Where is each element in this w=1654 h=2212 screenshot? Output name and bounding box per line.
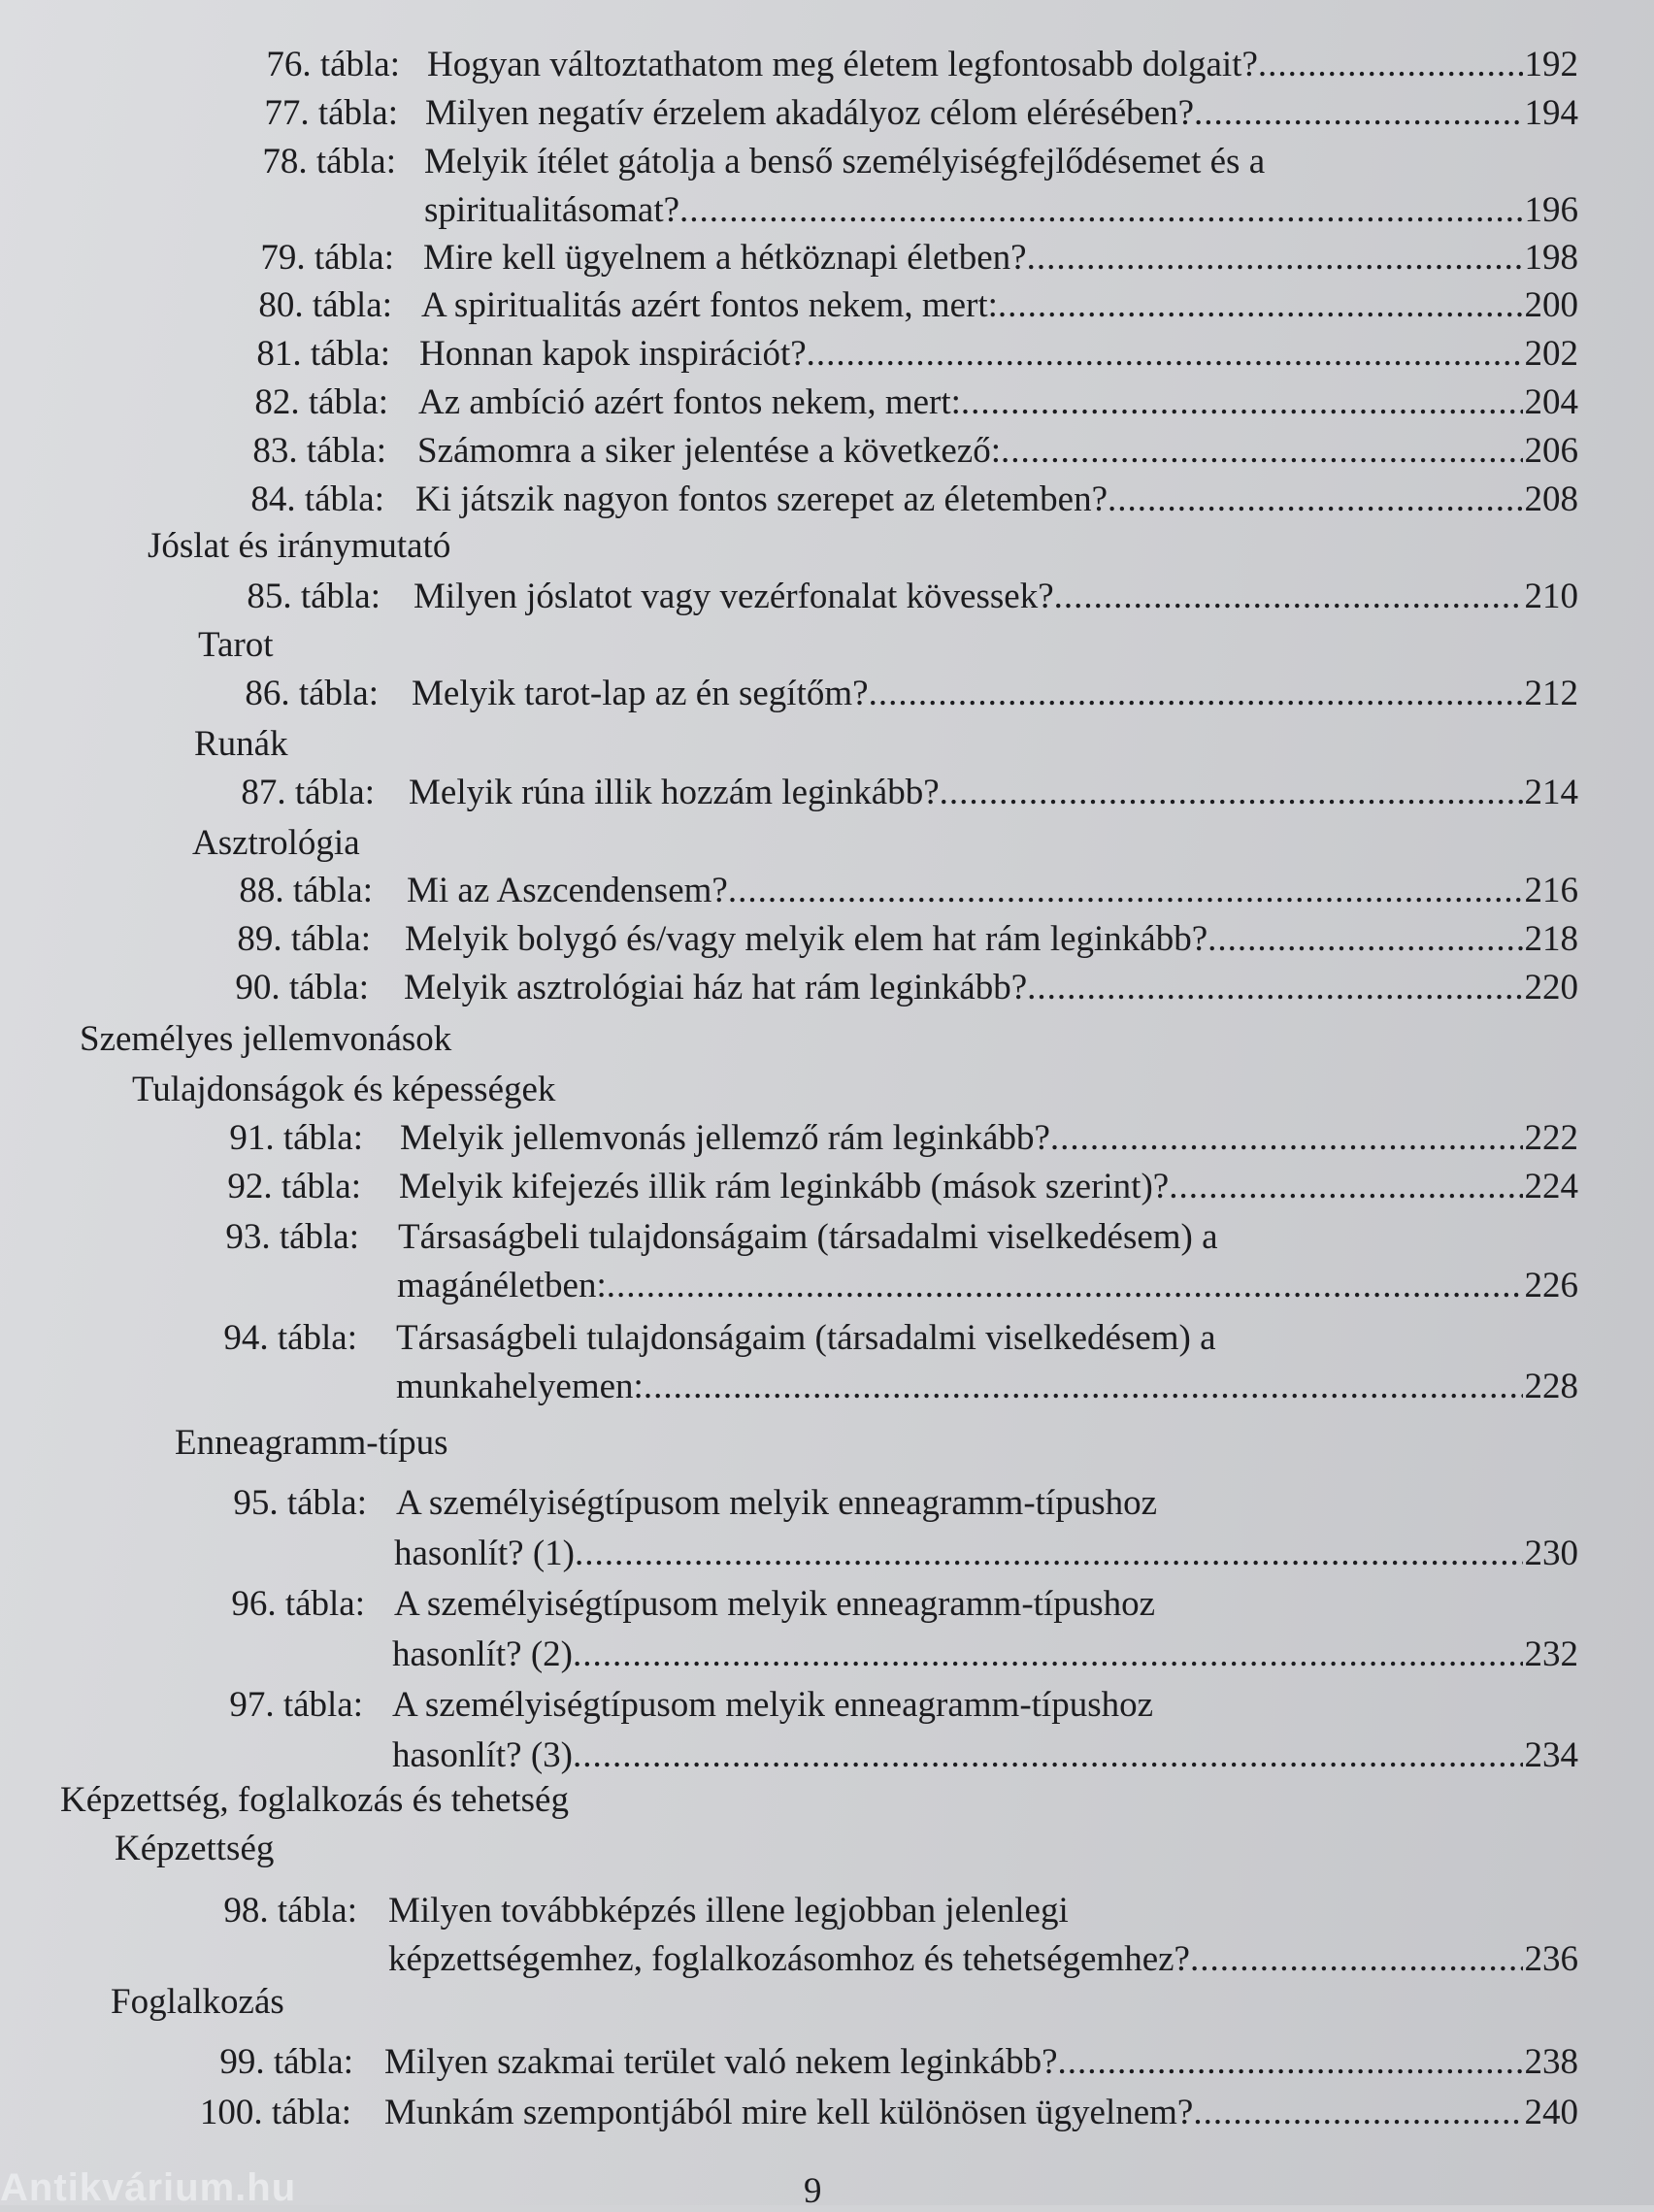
dot-leader [573,1631,1523,1679]
dot-leader [1050,1114,1523,1163]
entry-number: 83. tábla: [252,431,386,471]
entry-title: A személyiségtípusom melyik enneagramm-típushoz [396,1483,1158,1523]
entry-title: Melyik jellemvonás jellemző rám leginkább? [400,1118,1050,1158]
toc-entry [0,2038,1654,2087]
entry-leader-line [418,379,1578,427]
entry-leader-line [384,2038,1578,2087]
entry-number: 91. tábla: [229,1118,363,1158]
toc-entry [0,1681,1654,1730]
toc-entry [0,1314,1654,1363]
entry-title: Milyen továbbképzés illene legjobban jelenlegi [388,1891,1069,1931]
entry-title: A személyiségtípusom melyik enneagramm-típushoz [394,1584,1156,1624]
dot-leader [1193,2089,1522,2137]
entry-title-continued: hasonlít? (1) [394,1534,575,1573]
toc-entry-continuation [0,1631,1654,1679]
entry-title: Mire kell ügyelnem a hétköznapi életben? [423,238,1027,278]
page-number: 210 [1524,577,1578,616]
entry-title: Milyen szakmai terület való nekem leginkább? [384,2042,1058,2082]
toc-entry [0,234,1654,282]
entry-leader-line [427,41,1578,89]
toc-entry [0,379,1654,427]
page-number: 206 [1524,431,1578,471]
toc-entry [0,1887,1654,1935]
toc-entry [0,138,1654,186]
entry-number: 81. tábla: [256,334,390,374]
entry-leader-line [417,427,1578,476]
subsection-heading: Foglalkozás [111,1982,284,2022]
entry-leader-line [421,281,1578,330]
section-heading: Személyes jellemvonások [80,1019,452,1059]
entry-title: Társaságbeli tulajdonságaim (társadalmi viselkedésem) a [396,1318,1216,1358]
entry-leader-line [399,1163,1578,1211]
entry-leader-line [407,867,1578,915]
entry-title: A spiritualitás azért fontos nekem, mert: [421,285,998,325]
page-number: 204 [1524,382,1578,422]
toc-entry [0,964,1654,1012]
toc-entry-continuation [0,1732,1654,1780]
entry-title: Melyik tarot-lap az én segítőm? [412,674,869,713]
page-number: 208 [1524,479,1578,519]
entry-number: 92. tábla: [227,1167,361,1206]
page-number: 196 [1524,190,1578,230]
toc-entry [0,867,1654,915]
entry-leader-line [423,234,1578,282]
entry-leader-line [392,1732,1578,1780]
toc-entry [0,330,1654,379]
toc-entry [0,670,1654,718]
toc-entry [0,1114,1654,1163]
dot-leader [1194,89,1522,138]
entry-title: Társaságbeli tulajdonságaim (társadalmi viselkedésem) a [398,1217,1218,1257]
entry-number: 88. tábla: [239,871,373,910]
page-number: 226 [1524,1266,1578,1305]
entry-title: Melyik bolygó és/vagy melyik elem hat rám leginkább? [405,919,1208,959]
toc-entry [0,1213,1654,1262]
entry-title-continued: munkahelyemen: [396,1367,644,1406]
toc-entry [0,915,1654,964]
entry-leader-line [400,1114,1578,1163]
dot-leader [1001,427,1523,476]
entry-title: Számomra a siker jelentése a következő: [417,431,1001,471]
entry-leader-line [409,769,1578,817]
entry-number: 90. tábla: [235,968,369,1007]
toc-entry [0,769,1654,817]
toc-entry [0,41,1654,89]
page-number: 198 [1524,238,1578,278]
dot-leader [679,186,1522,235]
entry-leader-line [396,1363,1578,1411]
subsection-heading: Asztrológia [192,823,360,863]
page-number: 222 [1524,1118,1578,1158]
entry-number: 82. tábla: [254,382,388,422]
page-number: 232 [1524,1634,1578,1674]
entry-number: 96. tábla: [231,1584,365,1624]
entry-number: 98. tábla: [223,1891,357,1931]
dot-leader [961,379,1523,427]
dot-leader [1190,1935,1523,1984]
entry-number: 84. tábla: [250,479,384,519]
toc-entry-continuation [0,1530,1654,1578]
entry-number: 86. tábla: [245,674,379,713]
entry-number: 94. tábla: [223,1318,357,1358]
entry-number: 99. tábla: [219,2042,353,2082]
dot-leader [1258,41,1523,89]
dot-leader [1027,964,1522,1012]
section-heading: Jóslat és iránymutató [148,526,451,566]
page-number: 214 [1524,773,1578,812]
page-number: 228 [1524,1367,1578,1406]
entry-title-continued: spiritualitásomat? [424,190,680,230]
dot-leader [940,769,1523,817]
entry-title: Ki játszik nagyon fontos szerepet az életemben? [415,479,1108,519]
page-number: 216 [1524,871,1578,910]
toc-entry [0,427,1654,476]
toc-entry [0,1163,1654,1211]
toc-entry [0,89,1654,138]
toc-entry-continuation [0,1262,1654,1310]
dot-leader [998,281,1523,330]
page-number: 194 [1524,93,1578,133]
entry-leader-line [412,670,1578,718]
page-number: 224 [1524,1167,1578,1206]
subsection-heading: Tarot [198,625,274,665]
entry-title: Melyik kifejezés illik rám leginkább (mások szerint)? [399,1167,1170,1206]
entry-title: Hogyan változtathatom meg életem legfontosabb dolgait? [427,45,1258,84]
entry-leader-line [394,1530,1578,1578]
subsection-heading: Enneagramm-típus [175,1423,448,1463]
toc-entry-continuation [0,186,1654,235]
subsection-heading: Runák [194,724,288,764]
page-number: 202 [1524,334,1578,374]
page-number: 234 [1524,1735,1578,1775]
entry-leader-line [404,964,1578,1012]
page-number: 218 [1524,919,1578,959]
section-heading: Képzettség, foglalkozás és tehetség [60,1780,569,1820]
dot-leader [807,330,1523,379]
toc-entry-continuation [0,1363,1654,1411]
page-number: 200 [1524,285,1578,325]
page-number: 240 [1524,2093,1578,2132]
entry-title: Melyik ítélet gátolja a benső személyiségfejlődésemet és a [424,142,1266,182]
entry-leader-line [414,573,1578,621]
page-number: 192 [1524,45,1578,84]
entry-number: 85. tábla: [247,577,380,616]
entry-number: 78. tábla: [262,142,396,182]
entry-leader-line [415,476,1578,524]
dot-leader [1169,1163,1522,1211]
entry-leader-line [424,186,1578,235]
entry-number: 77. tábla: [264,93,398,133]
toc-entry [0,573,1654,621]
entry-number: 76. tábla: [266,45,400,84]
entry-title-continued: hasonlít? (2) [392,1634,573,1674]
dot-leader [1054,573,1523,621]
entry-title: Milyen negatív érzelem akadályoz célom elérésében? [425,93,1195,133]
entry-title: Mi az Aszcendensem? [407,871,728,910]
toc-entry [0,2089,1654,2137]
entry-number: 79. tábla: [260,238,394,278]
entry-title-continued: képzettségemhez, foglalkozásomhoz és tehetségemhez? [388,1939,1190,1979]
dot-leader [644,1363,1523,1411]
page-number: 238 [1524,2042,1578,2082]
page-number: 236 [1524,1939,1578,1979]
dot-leader [607,1262,1523,1310]
toc-entry [0,1580,1654,1629]
page-number: 220 [1524,968,1578,1007]
dot-leader [1108,476,1523,524]
entry-number: 100. tábla: [199,2093,351,2132]
entry-title: Az ambíció azért fontos nekem, mert: [418,382,961,422]
entry-leader-line [425,89,1578,138]
dot-leader [573,1732,1523,1780]
entry-title-continued: hasonlít? (3) [392,1735,573,1775]
entry-leader-line [405,915,1578,964]
entry-leader-line [397,1262,1578,1310]
toc-entry-continuation [0,1935,1654,1984]
entry-title: Milyen jóslatot vagy vezérfonalat kövessek? [414,577,1054,616]
toc-entry [0,1479,1654,1528]
dot-leader [728,867,1523,915]
entry-leader-line [419,330,1578,379]
watermark-logo: Antikvárium.hu [0,2166,297,2209]
entry-title: A személyiségtípusom melyik enneagramm-típushoz [392,1685,1154,1725]
entry-title: Melyik asztrológiai ház hat rám leginkább? [404,968,1028,1007]
entry-number: 80. tábla: [258,285,392,325]
page-number: 212 [1524,674,1578,713]
entry-leader-line [392,1631,1578,1679]
dot-leader [869,670,1523,718]
dot-leader [1207,915,1522,964]
entry-leader-line [384,2089,1578,2137]
toc-entry [0,476,1654,524]
entry-title: Honnan kapok inspirációt? [419,334,807,374]
entry-title: Melyik rúna illik hozzám leginkább? [409,773,940,812]
dot-leader [1058,2038,1523,2087]
entry-title: Munkám szempontjából mire kell különösen ügyelnem? [384,2093,1194,2132]
entry-number: 97. tábla: [229,1685,363,1725]
subsection-heading: Képzettség [115,1829,275,1868]
entry-number: 95. tábla: [233,1483,367,1523]
page-number: 230 [1524,1534,1578,1573]
page-folio: 9 [804,2171,822,2211]
dot-leader [1027,234,1523,282]
entry-number: 89. tábla: [237,919,371,959]
entry-number: 87. tábla: [241,773,375,812]
entry-leader-line [388,1935,1578,1984]
entry-title-continued: magánéletben: [397,1266,607,1305]
entry-number: 93. tábla: [225,1217,359,1257]
subsection-heading: Tulajdonságok és képességek [132,1070,556,1109]
toc-entry [0,281,1654,330]
dot-leader [575,1530,1523,1578]
